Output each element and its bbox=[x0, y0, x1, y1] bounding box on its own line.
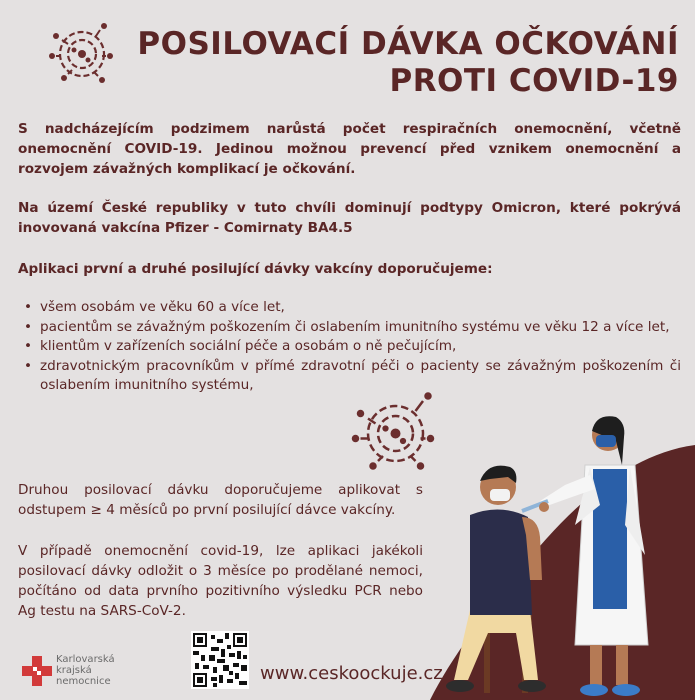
red-cross-icon bbox=[22, 656, 52, 686]
list-item: • zdravotnickým pracovníkům v přímé zdravotní péči o pacienty se závažným poškozením či oslabením imunitního systému, bbox=[18, 357, 681, 396]
recommend-list bbox=[18, 298, 681, 396]
logo-line-2: krajská bbox=[56, 665, 92, 676]
virus-icon bbox=[44, 16, 116, 88]
list-item: • pacientům se závažným poškozením či oslabením imunitního systému ve věku 12 a více let, bbox=[18, 318, 681, 338]
list-item: • všem osobám ve věku 60 a více let, bbox=[18, 298, 681, 318]
title-line-2: PROTI COVID-19 bbox=[389, 63, 679, 99]
virus-icon bbox=[348, 386, 438, 476]
logo-line-1: Karlovarská bbox=[56, 654, 115, 665]
recommend-heading: Aplikaci první a druhé posilující dávky vakcíny doporučujeme: bbox=[18, 261, 493, 277]
covid-case-paragraph: V případě onemocnění covid-19, lze aplikaci jakékoli posilovací dávky odložit o 3 měsíce po prodělané nemoci, počítáno od data prvního pozitivního výsledku PCR nebo Ag testu na SARS-CoV-2. bbox=[18, 543, 423, 619]
website-link[interactable]: www.ceskoockuje.cz bbox=[260, 663, 443, 684]
intro-paragraph: S nadcházejícím podzimem narůstá počet respiračních onemocnění, včetně onemocnění COVID-19. Jedinou možnou prevencí před vznikem onemocnění a rozvojem závažných komplikací je očkování. bbox=[18, 121, 681, 177]
title-line-1: POSILOVACÍ DÁVKA OČKOVÁNÍ bbox=[137, 26, 679, 62]
hospital-logo bbox=[22, 654, 115, 687]
logo-line-3: nemocnice bbox=[56, 676, 111, 687]
page-title bbox=[137, 26, 679, 100]
second-dose-paragraph: Druhou posilovací dávku doporučujeme aplikovat s odstupem ≥ 4 měsíců po první posilující dávce vakcíny. bbox=[18, 482, 423, 518]
vaccination-illustration bbox=[430, 405, 695, 700]
qr-code[interactable] bbox=[191, 631, 249, 689]
list-item: • klientům v zařízeních sociální péče a osobám o ně pečujícím, bbox=[18, 337, 681, 357]
variant-paragraph: Na území České republiky v tuto chvíli dominují podtypy Omicron, které pokrývá inovovaná vakcína Pfizer - Comirnaty BA4.5 bbox=[18, 200, 681, 236]
